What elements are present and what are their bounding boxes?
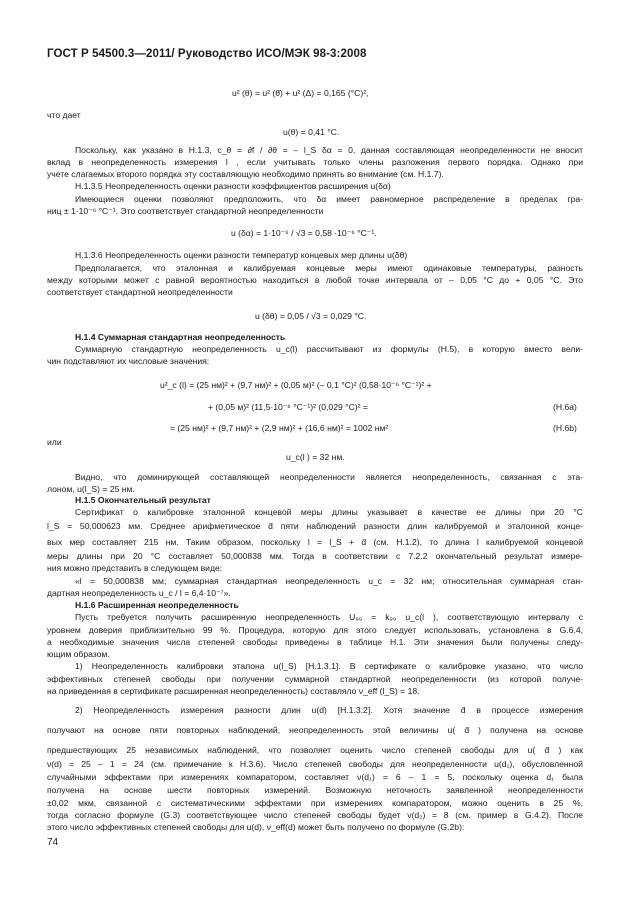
section-heading: Н.1.4 Суммарная стандартная неопределенность bbox=[75, 332, 286, 342]
section-heading: Н.1.3.5 Неопределенность оценки разности коэффициентов расширения u(δα) bbox=[75, 181, 391, 191]
text-line: предшествующих 25 независимых наблюдений, что позволяет оценить число степеней свободы для u( d̄ ) как bbox=[47, 745, 583, 755]
section-heading: Н.1.6 Расширенная неопределенность bbox=[75, 600, 239, 610]
text-line: меры длины при 20 °C составляет 50,000838 мм. Тогда в соответствии с 7.2.2 окончательный результат измере- bbox=[47, 551, 583, 561]
text-line: случайными эффектами при измерениях компаратором, составляет ν(d₁) = 6 – 1 = 5, поскольку оценка d₁ была bbox=[47, 772, 583, 782]
text-line: лоном, u(l_S) = 25 нм. bbox=[47, 484, 135, 494]
section-heading: Н.1.5 Окончательный результат bbox=[75, 495, 211, 505]
text-line: «l = 50,000838 мм; суммарная стандартная неопределенность u_c = 32 нм; относительная суммарная стан- bbox=[75, 576, 583, 586]
text-line: ±0,02 мкм, связанной с систематическими эффектами при измерениях компаратором, можно оценить в 25 %, bbox=[47, 798, 583, 808]
text-line: или bbox=[47, 437, 62, 447]
formula-line: + (0,05 м)² (11,5·10⁻⁶ °C⁻¹)² (0,029 °C)² = bbox=[208, 402, 368, 412]
text-line: между которыми может с равной вероятностью находиться в любой точке интервала от – 0,05 °C до + 0,05 °C. Это bbox=[47, 275, 583, 285]
formula-line: u_c(l ) = 32 нм. bbox=[286, 452, 345, 462]
formula-line: u(θ) = 0,41 °C. bbox=[283, 127, 340, 137]
formula-line: u²_c (l) = (25 нм)² + (9,7 нм)² + (0,05 м)² (– 0,1 °C)² (0,58·10⁻⁶ °C⁻¹)² + bbox=[160, 380, 432, 390]
text-line: эффективных степеней свободы при получении суммарной стандартной неопределенности (из которой получе- bbox=[47, 674, 583, 684]
text-line: этого число эффективных степеней свободы для u(d), ν_eff(d) может быть получено по формуле (G.2b): bbox=[47, 822, 465, 832]
text-line: Пусть требуется получить расширенную неопределенность U₉₉ = k₉₉ u_c(l ), соответствующую интервалу с bbox=[75, 612, 583, 622]
text-line: Видно, что доминирующей составляющей неопределенности является неопределенность, связанная с эта- bbox=[75, 472, 583, 482]
equation-number: (Н.6b) bbox=[553, 423, 577, 433]
text-line: ν(d) = 25 – 1 = 24 (см. примечание к Н.3.6). Число степеней свободы для неопределенности u(d₁), обусловленной bbox=[47, 759, 583, 769]
section-heading: Н.1.3.6 Неопределенность оценки разности температур концевых мер длины u(δθ) bbox=[75, 250, 408, 260]
formula-line: = (25 нм)² + (9,7 нм)² + (2,9 нм)² + (16,6 нм)² = 1002 нм² bbox=[170, 423, 389, 433]
text-line: ниц ± 1·10⁻⁶ °C⁻¹. Это соответствует стандартной неопределенности bbox=[47, 206, 324, 216]
text-line: вклад в неопределенность измерения l , если учитывать только члены разложения первого порядка. Однако при bbox=[47, 157, 583, 167]
text-line: 2) Неопределенность измерения разности длин u(d) [Н.1.3.2]. Хотя значение d̄ в процессе измерения bbox=[75, 705, 583, 715]
text-line: получают на основе пяти повторных наблюдений, неопределенность этой величины u( d̄ ) получена на основе bbox=[47, 725, 583, 735]
text-line: уровнем доверия приблизительно 99 %. Процедура, которую для этого следует использовать, установлена в G.6.4, bbox=[47, 625, 583, 635]
text-line: Предполагается, что эталонная и калибруемая концевые меры имеют одинаковые температуры, разность bbox=[75, 263, 583, 273]
text-line: соответствует стандартной неопределенности bbox=[47, 287, 233, 297]
text-line: Суммарную стандартную неопределенность u_c(l) рассчитывают из формулы (Н.5), в которую вместо вели- bbox=[75, 344, 583, 354]
text-line: учете слагаемых второго порядка эту составляющую необходимо принять во внимание (см. Н.1.7). bbox=[47, 169, 444, 179]
text-line: чин подставляют их числовые значения: bbox=[47, 356, 210, 366]
text-line: Сертификат о калибровке эталонной концевой меры длины указывает в качестве ее длины при 20 °C bbox=[75, 507, 583, 517]
text-line: 1) Неопределенность калибровки эталона u(l_S) [Н.1.3.1]. В сертификате о калибровке указано, что число bbox=[75, 661, 583, 671]
text-line: а необходимые значения числа степеней свободы приведены в таблице Н.1. Эти значения были получены следу- bbox=[47, 637, 583, 647]
text-line: ния можно представить в следующем виде: bbox=[47, 563, 223, 573]
text-line: вых мер составляет 215 нм. Таким образом, поскольку l = l_S + d̄ (см. Н.1.2), то длина l калибруемой концевой bbox=[47, 537, 583, 547]
formula-line: u² (θ) = u² (θ̄) + u² (Δ) = 0,165 (°C)², bbox=[232, 88, 369, 98]
text-line: Поскольку, как указано в Н.1.3, c_θ = ∂f / ∂θ = – l_S δα = 0, данная составляющая неопределенности не вносит bbox=[75, 145, 583, 155]
page-number: 74 bbox=[47, 837, 59, 848]
text-line: что дает bbox=[47, 110, 81, 120]
text-line: l_S = 50,000623 мм. Среднее арифметическое d̄ пяти наблюдений разности длин калибруемой и эталонной конце- bbox=[47, 521, 583, 531]
text-line: ющим образом. bbox=[47, 649, 110, 659]
text-line: тогда согласно формуле (G.3) соответствующее число степеней свободы будет ν(d₂) = 8 (см. пример в G.4.2). После bbox=[47, 810, 583, 820]
document-header: ГОСТ Р 54500.3—2011/ Руководство ИСО/МЭК 98-3:2008 bbox=[47, 48, 367, 60]
text-line: получена на основе шести повторных измерений. Возможную неточность заявленной неопределенности bbox=[47, 785, 583, 795]
formula-line: u (δθ) = 0,05 / √3 = 0,029 °C. bbox=[255, 311, 367, 321]
text-line: на приведенная в сертификате расширенная неопределенность) составляло ν_eff (l_S) = 18. bbox=[47, 686, 420, 696]
text-line: дартная неопределенность u_c / l = 6,4·10⁻⁷». bbox=[47, 588, 231, 598]
text-line: Имеющиеся оценки позволяют предположить, что δα имеет равномерное распределение в пределах гра- bbox=[75, 194, 583, 204]
equation-number: (Н.6а) bbox=[553, 402, 577, 412]
formula-line: u (δα) = 1·10⁻⁶ / √3 = 0,58 ·10⁻⁶ °C⁻¹. bbox=[231, 228, 377, 238]
